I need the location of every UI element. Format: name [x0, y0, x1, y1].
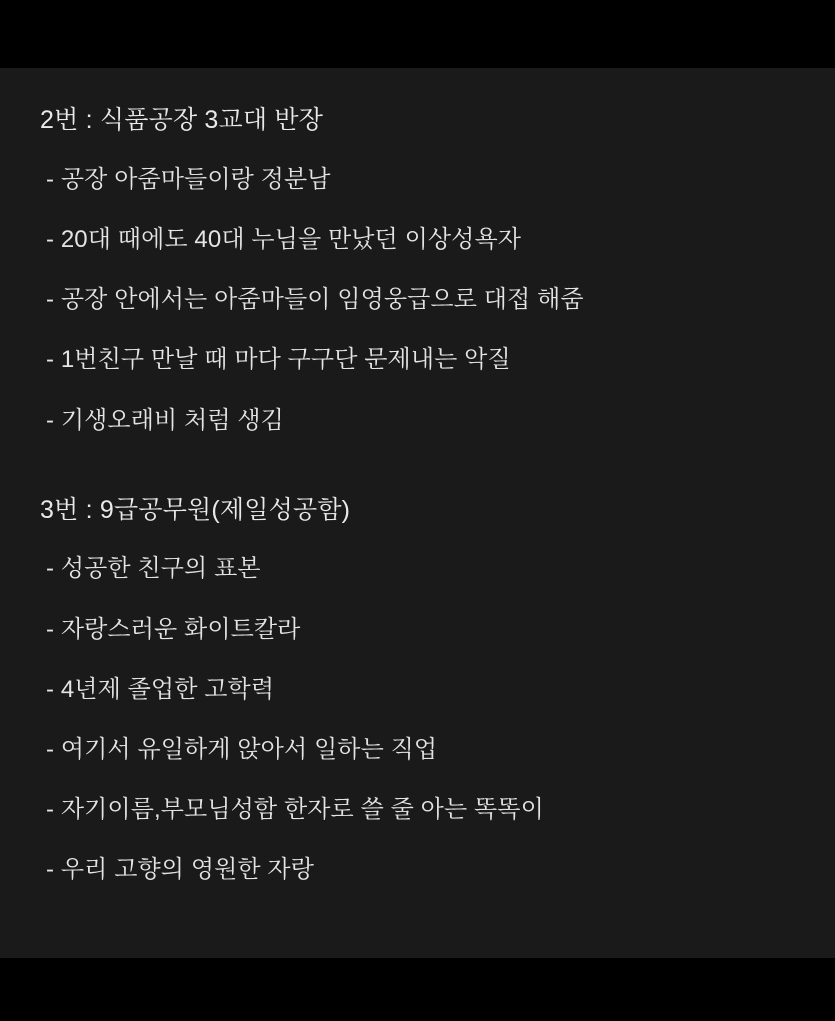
- list-item: - 기생오래비 처럼 생김: [46, 406, 284, 434]
- list-item: - 자기이름,부모님성함 한자로 쓸 줄 아는 똑똑이: [46, 796, 544, 824]
- section-title: 2번 : 식품공장 3교대 반장: [40, 106, 324, 134]
- list-item: - 20대 때에도 40대 누님을 만났던 이상성욕자: [46, 225, 522, 253]
- list-item: - 성공한 친구의 표본: [46, 555, 261, 583]
- list-item: - 공장 안에서는 아줌마들이 임영웅급으로 대접 해줌: [46, 286, 584, 314]
- list-item: - 4년제 졸업한 고학력: [46, 675, 275, 703]
- bullet-list: [40, 164, 811, 436]
- section-block: [40, 104, 811, 436]
- list-item: - 공장 아줌마들이랑 정분남: [46, 165, 331, 193]
- list-item: - 우리 고향의 영원한 자랑: [46, 856, 315, 884]
- bullet-list: [40, 553, 811, 885]
- section-block: [40, 494, 811, 886]
- section-title: 3번 : 9급공무원(제일성공함): [40, 495, 351, 524]
- content-area: [40, 104, 811, 886]
- text-panel: [0, 68, 835, 958]
- list-item: - 1번친구 만날 때 마다 구구단 문제내는 악질: [46, 346, 511, 374]
- list-item: - 자랑스러운 화이트칼라: [46, 615, 301, 643]
- list-item: - 여기서 유일하게 앉아서 일하는 직업: [46, 736, 438, 763]
